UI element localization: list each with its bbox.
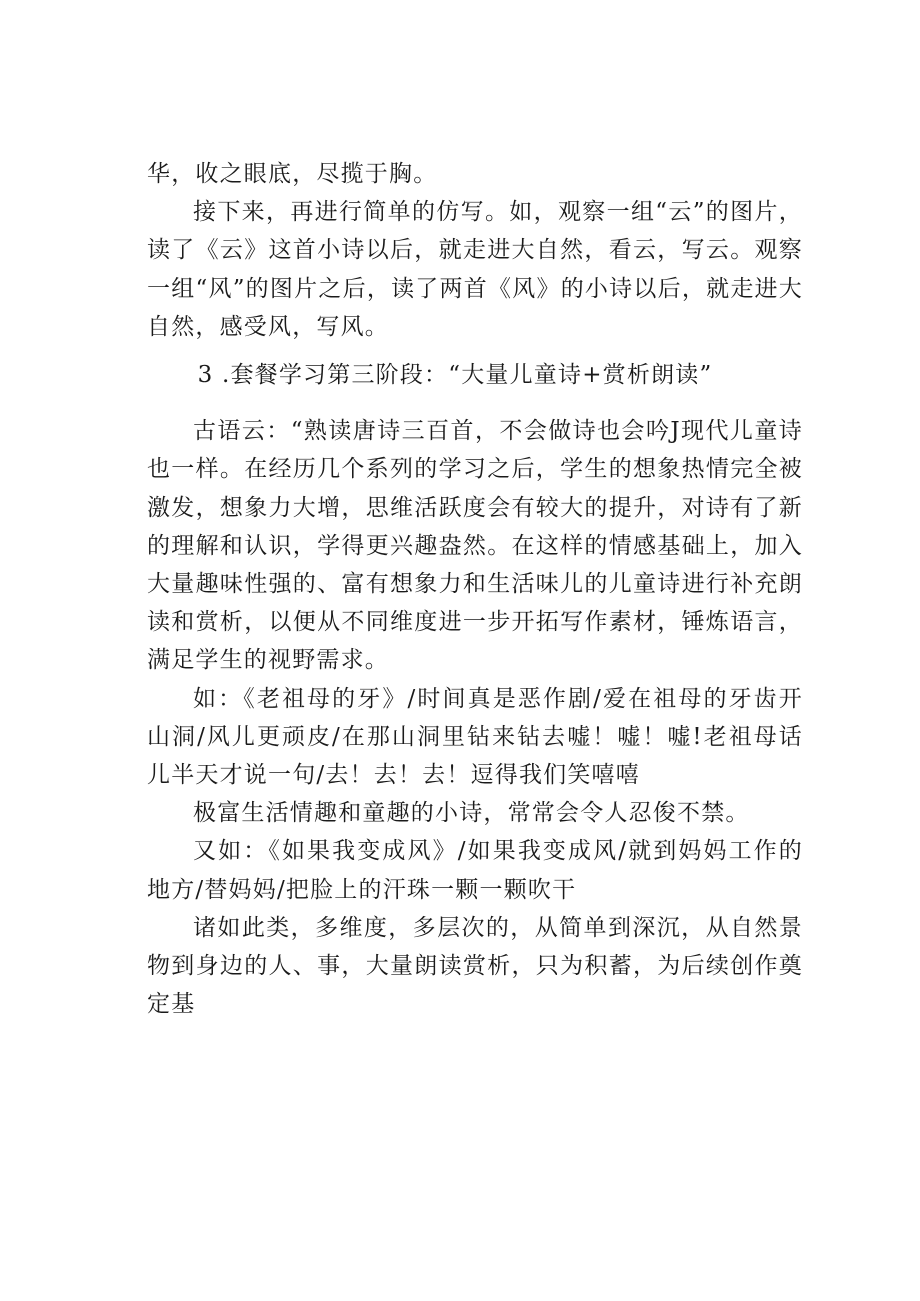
paragraph-comment: 极富生活情趣和童趣的小诗，常常会令人忍俊不禁。 [193, 800, 750, 827]
paragraph-ancient-saying: 古语云：“熟读唐诗三百首，不会做诗也会吟J现代儿童诗也一样。在经历几个系列的学习之后，学生的想象热情完全被激发，想象力大增，思维活跃度会有较大的提升，对诗有了新的理解和认识，学得更兴趣盎然。在这样的情感基础上，加入大量趣味性强的、富有想象力和生活味儿的儿童诗进行补充朗读和赏析，以便从不同维度进一步开拓写作素材，锤炼语言，满足学生的视野需求。 [147, 418, 803, 674]
paragraph-summary: 诸如此类，多维度，多层次的，从简单到深沉，从自然景物到身边的人、事，大量朗读赏析，只为积蓄，为后续创作奠定基 [147, 914, 803, 1018]
paragraph-imitation-writing: 接下来，再进行简单的仿写。如，观察一组“云”的图片，读了《云》这首小诗以后，就走进大自然，看云，写云。观察一组“风”的图片之后，读了两首《风》的小诗以后，就走进大自然，感受风，写风。 [147, 199, 803, 340]
paragraph-continuation: 华，收之眼底，尽揽于胸。 [147, 161, 438, 187]
document-body [147, 155, 803, 1023]
paragraph-example-grandmother: 如：《老祖母的牙》/时间真是恶作剧/爱在祖母的牙齿开山洞/风儿更顽皮/在那山洞里钻来钻去嘘！嘘！嘘!老祖母话儿半天才说一句/去！去！去！逗得我们笑嘻嘻 [147, 685, 803, 789]
paragraph-example-wind: 又如：《如果我变成风》/如果我变成风/就到妈妈工作的地方/替妈妈/把脸上的汗珠一颗一颗吹干 [147, 838, 803, 903]
section-heading: 3 .套餐学习第三阶段：“大量儿童诗+赏析朗读” [197, 362, 713, 389]
